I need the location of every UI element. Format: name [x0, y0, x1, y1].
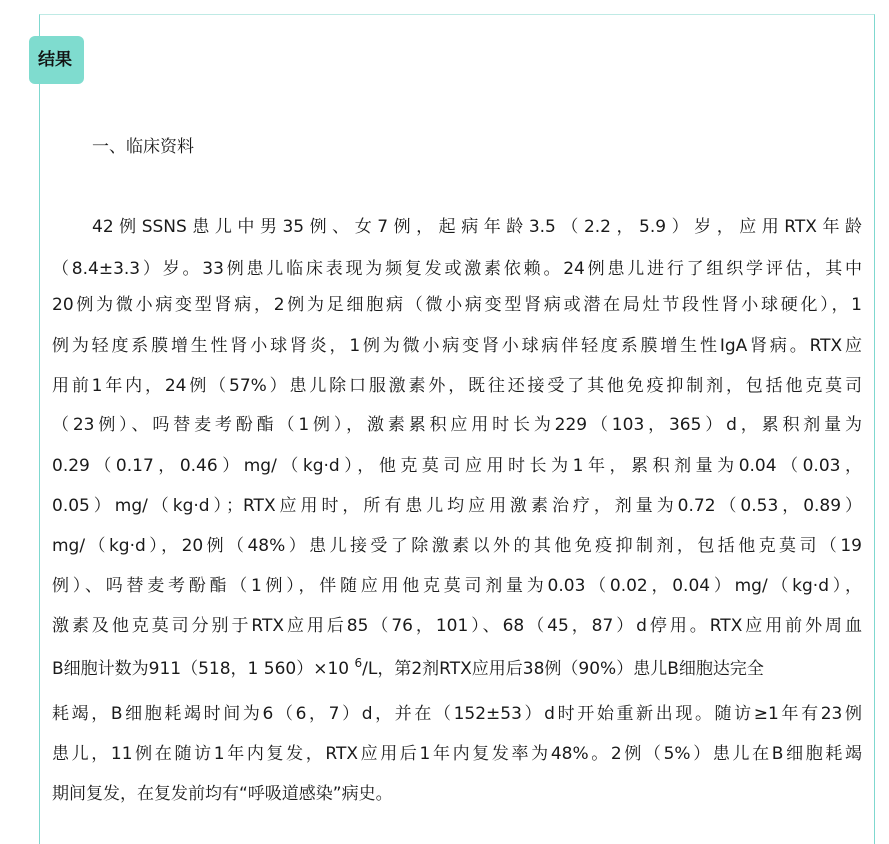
paragraph-line: 期间复发，在复发前均有“呼吸道感染”病史。	[52, 784, 393, 804]
paragraph-line: 20例为微小病变型肾病，2例为足细胞病（微小病变型肾病或潜在局灶节段性肾小球硬化），1	[52, 295, 862, 315]
paragraph-line: 0.29（0.17，0.46）mg/（kg·d），他克莫司应用时长为1年，累积剂量为0.04（0.03，	[52, 456, 862, 476]
section-tag: 结果	[29, 36, 84, 84]
paragraph-line: 0.05）mg/（kg·d）；RTX应用时，所有患儿均应用激素治疗，剂量为0.72（0.53，0.89）	[52, 496, 862, 516]
paragraph-line: 患儿，11例在随访1年内复发，RTX应用后1年内复发率为48%。2例（5%）患儿在B细胞耗竭	[52, 744, 862, 764]
paragraph-line: 用前1年内，24例（57%）患儿除口服激素外，既往还接受了其他免疫抑制剂，包括他克莫司	[52, 376, 862, 396]
paragraph-line: 42例SSNS患儿中男35例、女7例，起病年龄3.5（2.2，5.9）岁，应用RTX年龄	[92, 217, 862, 237]
section-heading: 一、临床资料	[92, 137, 194, 157]
paragraph-line: （23例）、吗替麦考酚酯（1例），激素累积应用时长为229（103，365）d，累积剂量为	[52, 415, 862, 435]
paragraph-line: 耗竭，B细胞耗竭时间为6（6，7）d，并在（152±53）d时开始重新出现。随访≥1年有23例	[52, 704, 862, 724]
paragraph-line: （8.4±3.3）岁。33例患儿临床表现为频复发或激素依赖。24例患儿进行了组织学评估，其中	[52, 259, 862, 279]
paragraph-line-tail: /L，第2剂RTX应用后38例（90%）患儿B细胞达完全	[362, 659, 764, 679]
paragraph-line-sup	[52, 656, 862, 682]
paragraph-line: 例为轻度系膜增生性肾小球肾炎，1例为微小病变肾小球病伴轻度系膜增生性IgA肾病。RTX应	[52, 336, 862, 356]
paragraph-line: 激素及他克莫司分别于RTX应用后85（76，101）、68（45，87）d停用。RTX应用前外周血	[52, 616, 862, 636]
paragraph-line: 例）、吗替麦考酚酯（1例），伴随应用他克莫司剂量为0.03（0.02，0.04）mg/（kg·d），	[52, 576, 862, 596]
paragraph-line: mg/（kg·d），20例（48%）患儿接受了除激素以外的其他免疫抑制剂，包括他克莫司（19	[52, 536, 862, 556]
exponent: 6	[354, 656, 363, 670]
paragraph-line-head: B细胞计数为911（518，1 560）×10	[52, 659, 350, 679]
